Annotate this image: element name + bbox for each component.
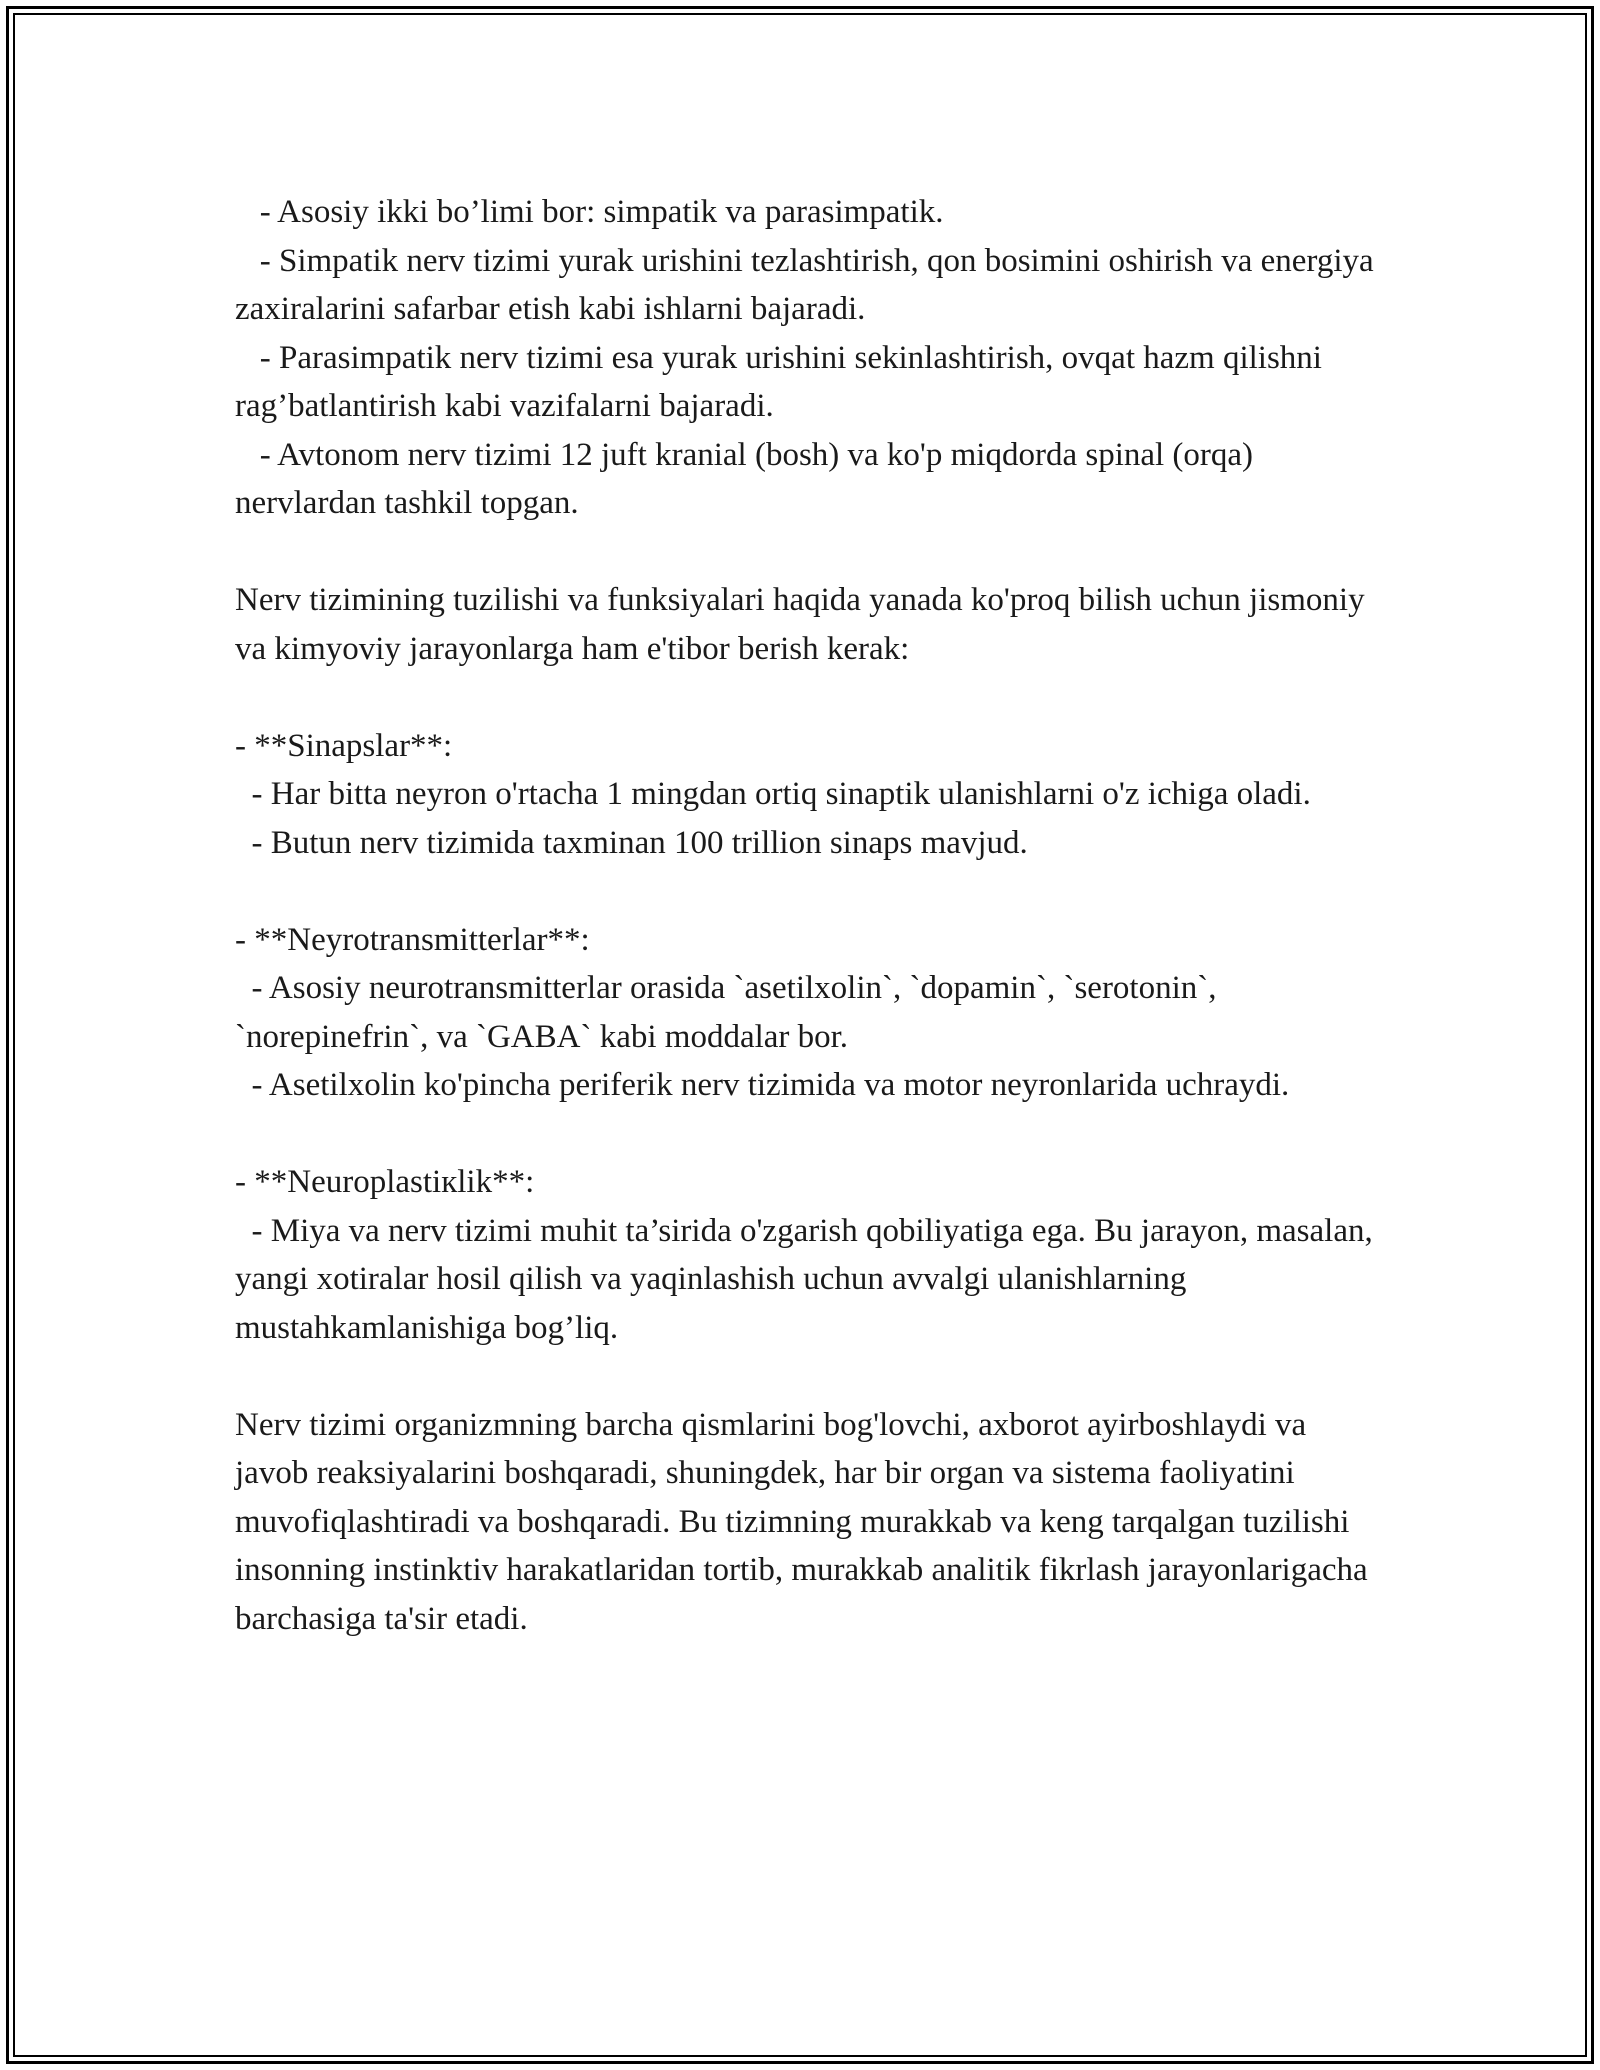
paragraph-gap <box>235 1352 1385 1401</box>
list-item: - Butun nerv tizimida taxminan 100 trillion sinaps mavjud. <box>235 824 1028 861</box>
section-heading-neuroplastiklik: - **Neuroplastiкlik**: <box>235 1164 535 1200</box>
conclusion-paragraph: Nerv tizimi organizmning barcha qismlarini bog'lovchi, axborot ayirboshlaydi va javob reaksiyalarini boshqaradi, shuningdek, har bir organ va sistema faoliyatini muvofiqlashtiradi va boshqaradi. Bu tizimning murakkab va keng tarqalgan tuzilishi insonning instinktiv harakatlaridan tortib, murakkab analitik fikrlash jarayonlarigacha barchasiga ta'sir etadi. <box>235 1406 1376 1637</box>
list-item: - Asetilxolin ko'pincha periferik nerv tizimida va motor neyronlarida uchraydi. <box>235 1067 1290 1103</box>
list-item: - Asosiy neurotransmitterlar orasida `asetilxolin`, `dopamin`, `serotonin`, `norepinefrin`, va `GABA` kabi moddalar bor. <box>235 970 1225 1055</box>
paragraph-gap <box>235 528 1385 577</box>
list-item-sympathetic: - Simpatik nerv tizimi yurak urishini tezlashtirish, qon bosimini oshirish va energiya zaxiralarini safarbar etish kabi ishlarni bajaradi. <box>235 242 1382 327</box>
paragraph-gap <box>235 867 1385 916</box>
list-item-sympathetic-parasympathetic: - Asosiy ikki bo’limi bor: simpatik va parasimpatik. <box>235 194 944 230</box>
list-item: - Har bitta neyron o'rtacha 1 mingdan ortiq sinaptik ulanishlarni o'z ichiga oladi. <box>235 776 1311 812</box>
list-item: - Miya va nerv tizimi muhit ta’sirida o'zgarish qobiliyatiga ega. Bu jarayon, masalan, yangi xotiralar hosil qilish va yaqinlashish uchun avvalgi ulanishlarning mustahkamlanishiga bog’liq. <box>235 1212 1381 1346</box>
list-item-parasympathetic: - Parasimpatik nerv tizimi esa yurak urishini sekinlashtirish, ovqat hazm qilishni rag’batlantirish kabi vazifalarni bajaradi. <box>235 339 1331 424</box>
paragraph-gap <box>235 1110 1385 1159</box>
intro-paragraph: Nerv tizimining tuzilishi va funksiyalari haqida yanada ko'proq bilish uchun jismoniy va kimyoviy jarayonlarga ham e'tibor berish kerak: <box>235 582 1373 667</box>
section-heading-neyrotransmitterlar: - **Neyrotransmitterlar**: <box>235 921 590 958</box>
list-item-autonomic: - Avtonom nerv tizimi 12 juft kranial (bosh) va ko'p miqdorda spinal (orqa) nervlardan tashkil topgan. <box>235 436 1262 521</box>
document-body <box>235 188 1385 1643</box>
section-heading-sinapslar: - **Sinapslar**: <box>235 727 453 764</box>
paragraph-gap <box>235 673 1385 722</box>
